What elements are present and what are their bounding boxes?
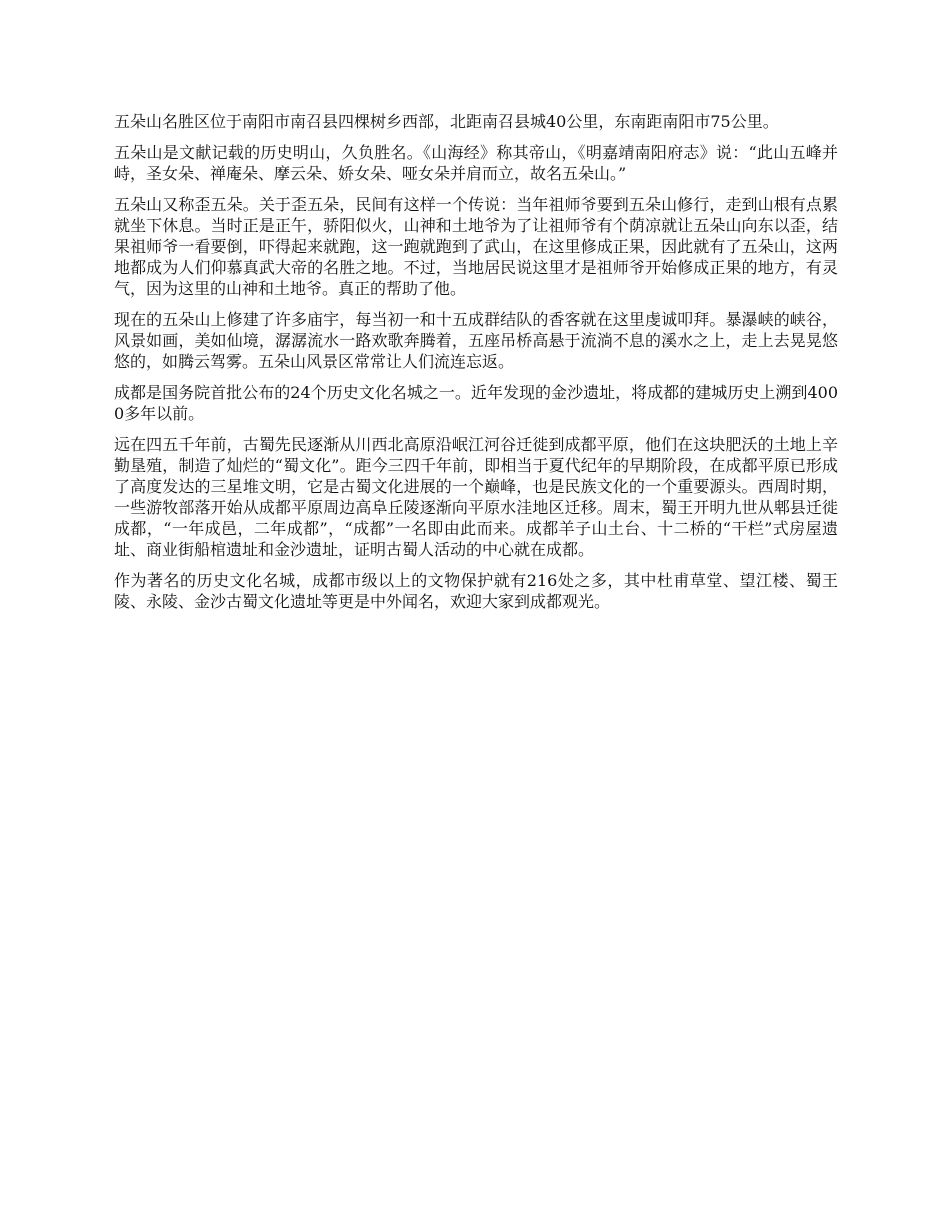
paragraph-chengdu-intro: 成都是国务院首批公布的24个历史文化名城之一。近年发现的金沙遗址，将成都的建城历史上溯到4000多年以前。 bbox=[114, 383, 838, 423]
paragraph-chengdu-heritage: 作为著名的历史文化名城，成都市级以上的文物保护就有216处之多，其中杜甫草堂、望江楼、蜀王陵、永陵、金沙古蜀文化遗址等更是中外闻名，欢迎大家到成都观光。 bbox=[114, 571, 838, 611]
paragraph-chengdu-history: 远在四五千年前，古蜀先民逐渐从川西北高原沿岷江河谷迁徙到成都平原，他们在这块肥沃的土地上辛勤垦殖，制造了灿烂的“蜀文化”。距今三四千年前，即相当于夏代纪年的早期阶段，在成都平原已形成了高度发达的三星堆文明，它是古蜀文化进展的一个巅峰，也是民族文化的一个重要源头。西周时期，一些游牧部落开始从成都平原周边高阜丘陵逐渐向平原水洼地区迁移。周末，蜀王开明九世从郫县迁徙成都，“一年成邑，二年成都”，“成都”一名即由此而来。成都羊子山土台、十二桥的“干栏”式房屋遗址、商业街船棺遗址和金沙遗址，证明古蜀人活动的中心就在成都。 bbox=[114, 435, 838, 559]
paragraph-wuduoshan-location: 五朵山名胜区位于南阳市南召县四棵树乡西部，北距南召县城40公里，东南距南阳市75公里。 bbox=[114, 112, 779, 131]
document-body bbox=[114, 111, 838, 622]
paragraph-wuduoshan-history: 五朵山是文献记载的历史明山，久负胜名。《山海经》称其帝山，《明嘉靖南阳府志》说：“此山五峰并峙，圣女朵、禅庵朵、摩云朵、娇女朵、哑女朵并肩而立，故名五朵山。” bbox=[114, 143, 838, 183]
paragraph-wuduoshan-legend: 五朵山又称歪五朵。关于歪五朵，民间有这样一个传说：当年祖师爷要到五朵山修行，走到山根有点累就坐下休息。当时正是正午，骄阳似火，山神和土地爷为了让祖师爷有个荫凉就让五朵山向东以歪，结果祖师爷一看要倒，吓得起来就跑，这一跑就跑到了武山，在这里修成正果，因此就有了五朵山，这两地都成为人们仰慕真武大帝的名胜之地。不过，当地居民说这里才是祖师爷开始修成正果的地方，有灵气，因为这里的山神和土地爷。真正的帮助了他。 bbox=[114, 195, 838, 298]
paragraph-wuduoshan-temples: 现在的五朵山上修建了许多庙宇，每当初一和十五成群结队的香客就在这里虔诚叩拜。暴瀑峡的峡谷，风景如画，美如仙境，潺潺流水一路欢歌奔腾着，五座吊桥高悬于流淌不息的溪水之上，走上去晃晃悠悠的，如腾云驾雾。五朵山风景区常常让人们流连忘返。 bbox=[114, 310, 838, 371]
